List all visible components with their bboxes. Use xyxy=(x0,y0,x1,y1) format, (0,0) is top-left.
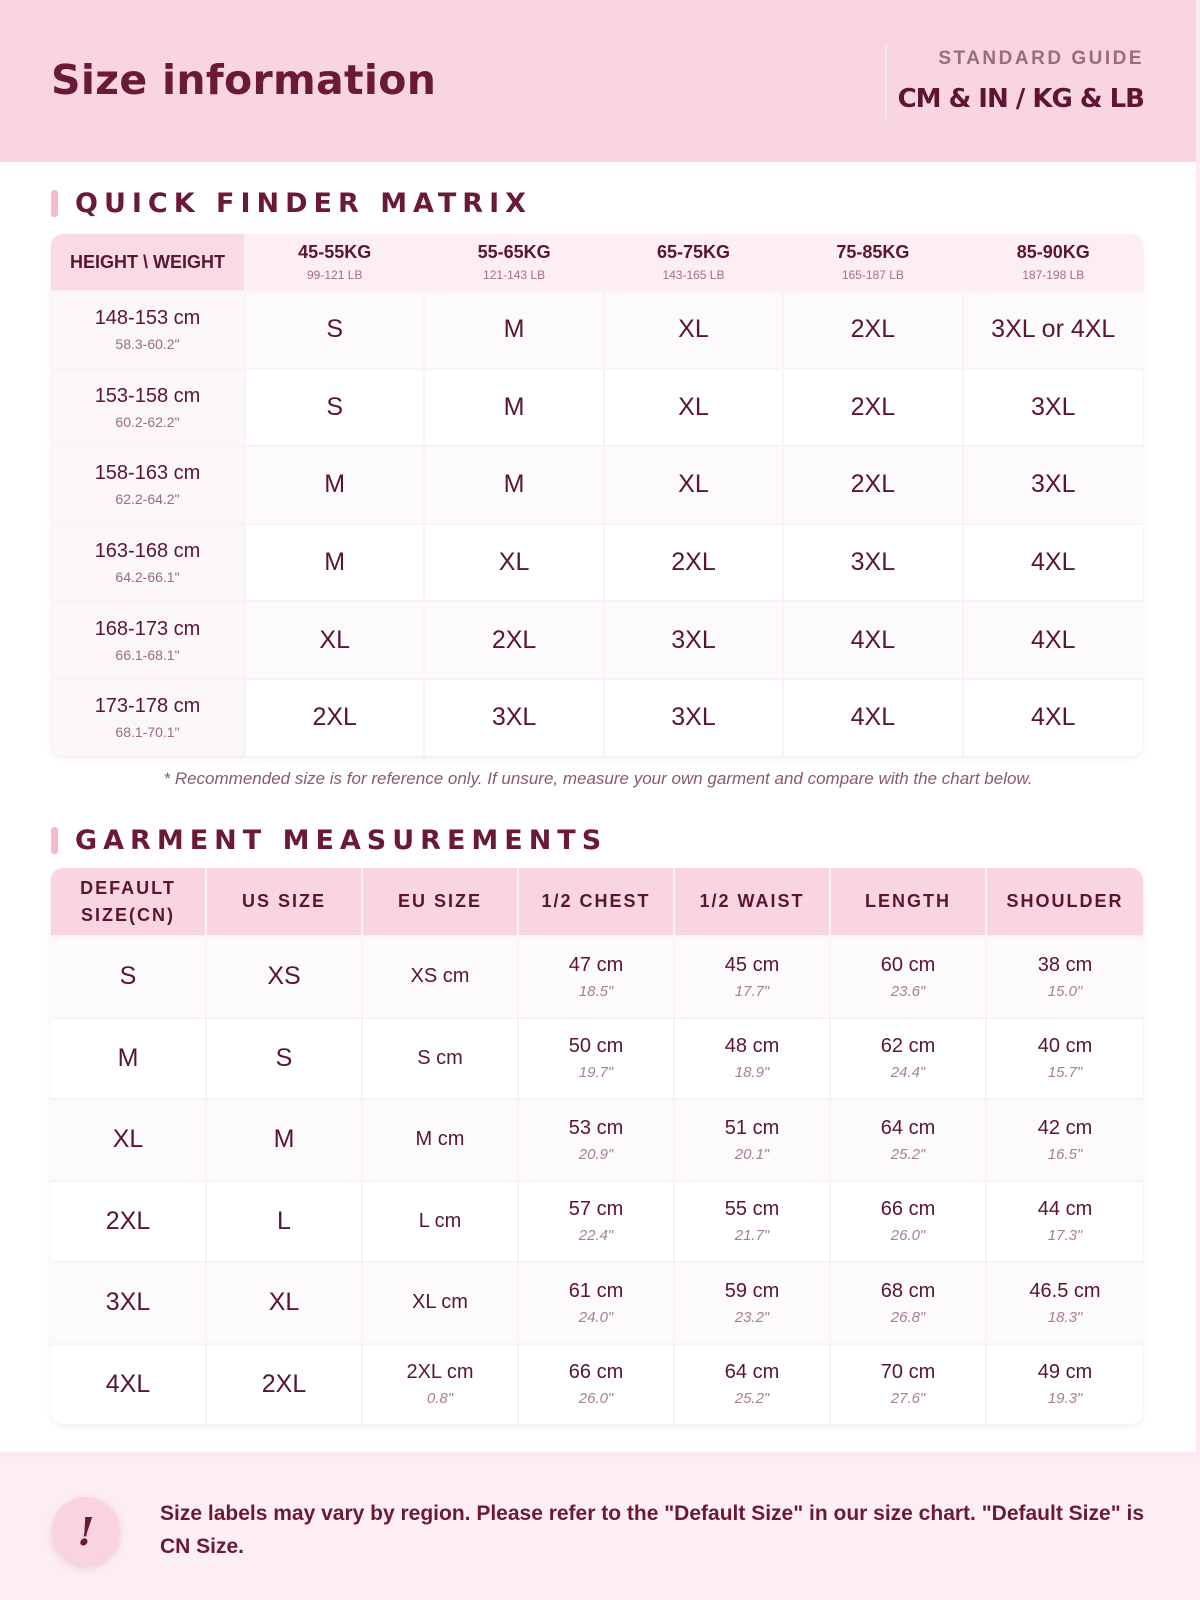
shoulder-value: 38 cm xyxy=(1037,953,1093,976)
half-chest-value: 57 cm xyxy=(568,1198,624,1221)
recommended-size: M xyxy=(503,315,525,344)
measurement-row xyxy=(51,1017,1143,1099)
size-cell xyxy=(964,292,1143,368)
us-size-value: S xyxy=(275,1043,293,1072)
guide-units: CM & IN / KG & LB xyxy=(897,84,1144,114)
us-size-value: M xyxy=(273,1125,295,1154)
us-size-cell xyxy=(207,937,363,1017)
column-header-text: US SIZE xyxy=(241,891,326,911)
length-value: 66 cm xyxy=(880,1198,936,1221)
column-header xyxy=(987,868,1143,935)
size-cell xyxy=(425,602,604,678)
recommended-size: S xyxy=(326,392,344,421)
weight-header xyxy=(425,234,604,290)
half-waist-inches: 23.2" xyxy=(734,1308,770,1326)
page-title: Size information xyxy=(51,56,437,104)
length-cell xyxy=(831,1019,987,1099)
size-cell xyxy=(425,370,604,446)
column-header xyxy=(831,868,987,935)
length-value: 60 cm xyxy=(880,953,936,976)
recommended-size: M xyxy=(324,470,346,499)
length-inches: 25.2" xyxy=(890,1145,926,1163)
eu-size-cell xyxy=(363,1345,519,1425)
size-cell xyxy=(605,525,784,601)
half-waist-inches: 18.9" xyxy=(734,1064,770,1082)
eu-size-value: M cm xyxy=(415,1128,465,1151)
recommended-size: M xyxy=(503,470,525,499)
half-chest-inches: 18.5" xyxy=(578,982,614,1000)
us-size-cell xyxy=(207,1100,363,1180)
eu-size-value: XS cm xyxy=(410,965,470,988)
recommended-size: 2XL xyxy=(850,315,896,344)
cn-size-cell xyxy=(51,937,207,1017)
recommended-size: 3XL xyxy=(671,625,716,654)
height-in: 66.1-68.1" xyxy=(115,646,180,663)
recommended-size: 2XL xyxy=(491,625,537,654)
matrix-row xyxy=(51,290,1143,368)
recommended-size: XL xyxy=(498,548,530,577)
cn-size-cell xyxy=(51,1019,207,1099)
weight-kg: 55-65KG xyxy=(477,242,551,262)
height-cm: 168-173 cm xyxy=(94,617,201,640)
length-cell xyxy=(831,1345,987,1425)
shoulder-inches: 17.3" xyxy=(1047,1227,1083,1245)
eu-size-cell xyxy=(363,1100,519,1180)
weight-lb: 165-187 LB xyxy=(841,268,904,282)
weight-lb: 187-198 LB xyxy=(1022,268,1085,282)
shoulder-inches: 15.7" xyxy=(1047,1064,1083,1082)
shoulder-value: 49 cm xyxy=(1037,1361,1093,1384)
cn-size-value: 3XL xyxy=(105,1288,151,1317)
half-waist-cell xyxy=(675,1263,831,1343)
length-cell xyxy=(831,1100,987,1180)
matrix-row xyxy=(51,445,1143,523)
weight-header xyxy=(605,234,784,290)
height-in: 64.2-66.1" xyxy=(115,569,180,586)
half-waist-cell xyxy=(675,1345,831,1425)
recommended-size: 2XL xyxy=(850,392,896,421)
measurements-body xyxy=(51,935,1143,1424)
size-cell xyxy=(784,525,963,601)
cn-size-value: S xyxy=(119,962,137,991)
length-value: 70 cm xyxy=(880,1361,936,1384)
weight-kg: 75-85KG xyxy=(836,242,910,262)
size-cell xyxy=(964,680,1143,756)
recommended-size: 2XL xyxy=(850,470,896,499)
column-header-text: 1/2 WAIST xyxy=(699,891,805,911)
recommended-size: M xyxy=(503,392,525,421)
reference-note: * Recommended size is for reference only. If unsure, measure your own garment and compare with the chart below. xyxy=(163,769,1033,788)
length-cell xyxy=(831,1182,987,1262)
footer-text: Size labels may vary by region. Please refer to the "Default Size" in our size chart. "Default Size" is CN Size. xyxy=(160,1502,1144,1558)
size-cell xyxy=(784,370,963,446)
size-cell xyxy=(964,370,1143,446)
half-waist-value: 64 cm xyxy=(724,1361,780,1384)
column-header xyxy=(51,868,207,935)
column-header-text: LENGTH xyxy=(865,891,951,911)
section-title-text: QUICK FINDER MATRIX xyxy=(75,187,532,219)
us-size-value: XS xyxy=(267,962,301,991)
half-chest-cell xyxy=(519,1263,675,1343)
size-cell xyxy=(784,292,963,368)
weight-header xyxy=(964,234,1143,290)
matrix-row xyxy=(51,600,1143,678)
size-cell xyxy=(246,525,425,601)
size-cell xyxy=(784,447,963,523)
recommended-size: 3XL or 4XL xyxy=(991,315,1116,344)
measurement-row xyxy=(51,935,1143,1017)
shoulder-value: 44 cm xyxy=(1037,1198,1093,1221)
recommended-size: 4XL xyxy=(1031,548,1076,577)
height-cm: 173-178 cm xyxy=(94,695,201,718)
shoulder-value: 40 cm xyxy=(1037,1035,1093,1058)
size-cell xyxy=(605,680,784,756)
recommended-size: 4XL xyxy=(1031,703,1076,732)
shoulder-inches: 15.0" xyxy=(1047,982,1083,1000)
half-chest-inches: 19.7" xyxy=(578,1064,614,1082)
half-waist-value: 45 cm xyxy=(724,953,780,976)
half-chest-cell xyxy=(519,937,675,1017)
size-cell xyxy=(246,447,425,523)
size-cell xyxy=(246,602,425,678)
section-marker xyxy=(51,190,58,217)
height-cm: 163-168 cm xyxy=(94,540,201,563)
half-waist-cell xyxy=(675,1100,831,1180)
us-size-cell xyxy=(207,1019,363,1099)
shoulder-inches: 16.5" xyxy=(1047,1145,1083,1163)
size-cell xyxy=(246,370,425,446)
height-in: 58.3-60.2" xyxy=(115,336,180,353)
cn-size-value: 4XL xyxy=(105,1369,151,1398)
quick-finder-matrix xyxy=(51,234,1143,756)
recommended-size: 4XL xyxy=(1031,625,1076,654)
weight-kg: 65-75KG xyxy=(656,242,730,262)
size-cell xyxy=(425,525,604,601)
half-chest-inches: 24.0" xyxy=(578,1308,614,1326)
measurement-row xyxy=(51,1343,1143,1425)
length-value: 62 cm xyxy=(880,1035,936,1058)
recommended-size: 2XL xyxy=(312,703,357,732)
cn-size-cell xyxy=(51,1263,207,1343)
size-cell xyxy=(964,525,1143,601)
half-chest-value: 66 cm xyxy=(568,1361,624,1384)
exclamation-icon: ! xyxy=(52,1497,120,1565)
matrix-body xyxy=(51,290,1143,756)
eu-size-value: XL cm xyxy=(412,1291,468,1314)
eu-size-cell xyxy=(363,1019,519,1099)
column-header-text: 1/2 CHEST xyxy=(541,891,651,911)
us-size-cell xyxy=(207,1182,363,1262)
column-header-text: DEFAULT xyxy=(80,877,176,898)
height-in: 60.2-62.2" xyxy=(115,413,180,430)
half-waist-inches: 21.7" xyxy=(734,1227,770,1245)
shoulder-value: 46.5 cm xyxy=(1029,1279,1101,1302)
half-chest-cell xyxy=(519,1100,675,1180)
recommended-size: 4XL xyxy=(850,703,896,732)
height-cell xyxy=(51,525,246,601)
half-chest-cell xyxy=(519,1019,675,1099)
shoulder-cell xyxy=(987,1100,1143,1180)
half-chest-cell xyxy=(519,1182,675,1262)
weight-kg: 45-55KG xyxy=(298,242,372,262)
length-inches: 26.0" xyxy=(890,1227,926,1245)
eu-size-cell xyxy=(363,1182,519,1262)
recommended-size: XL xyxy=(319,625,350,654)
header xyxy=(0,0,1196,162)
height-cell xyxy=(51,447,246,523)
half-chest-inches: 22.4" xyxy=(578,1227,614,1245)
eu-size-inches: 0.8" xyxy=(426,1390,454,1408)
size-cell xyxy=(784,602,963,678)
half-chest-inches: 26.0" xyxy=(578,1390,614,1408)
half-waist-cell xyxy=(675,1182,831,1262)
guide-label: STANDARD GUIDE xyxy=(938,48,1144,69)
column-header xyxy=(519,868,675,935)
recommended-size: S xyxy=(326,315,344,344)
recommended-size: XL xyxy=(678,470,709,499)
shoulder-cell xyxy=(987,1345,1143,1425)
length-cell xyxy=(831,937,987,1017)
half-chest-value: 50 cm xyxy=(568,1035,624,1058)
recommended-size: XL xyxy=(678,392,709,421)
cn-size-value: XL xyxy=(112,1125,144,1154)
length-inches: 23.6" xyxy=(890,982,926,1000)
height-cm: 158-163 cm xyxy=(94,462,201,485)
height-cell xyxy=(51,370,246,446)
shoulder-cell xyxy=(987,1182,1143,1262)
half-waist-inches: 17.7" xyxy=(734,982,770,1000)
half-waist-value: 55 cm xyxy=(724,1198,780,1221)
eu-size-cell xyxy=(363,1263,519,1343)
matrix-row xyxy=(51,523,1143,601)
us-size-cell xyxy=(207,1263,363,1343)
height-cm: 148-153 cm xyxy=(94,307,201,330)
measurements-header-row xyxy=(51,868,1143,935)
size-cell xyxy=(246,680,425,756)
recommended-size: 3XL xyxy=(1031,392,1076,421)
shoulder-cell xyxy=(987,1263,1143,1343)
cn-size-cell xyxy=(51,1182,207,1262)
matrix-header-row xyxy=(51,234,1143,290)
eu-size-value: 2XL cm xyxy=(406,1361,474,1384)
us-size-value: L xyxy=(277,1206,291,1235)
section-title-measurements xyxy=(51,825,607,855)
height-cell xyxy=(51,292,246,368)
height-cm: 153-158 cm xyxy=(94,384,201,407)
length-inches: 27.6" xyxy=(890,1390,926,1408)
us-size-value: 2XL xyxy=(261,1369,307,1398)
half-chest-value: 47 cm xyxy=(568,953,624,976)
half-chest-value: 53 cm xyxy=(568,1116,624,1139)
height-in: 68.1-70.1" xyxy=(115,724,180,741)
measurement-row xyxy=(51,1180,1143,1262)
height-cell xyxy=(51,680,246,756)
half-waist-cell xyxy=(675,937,831,1017)
garment-measurements-table xyxy=(51,868,1143,1424)
recommended-size: M xyxy=(324,548,346,577)
column-header xyxy=(363,868,519,935)
eu-size-value: S cm xyxy=(417,1046,463,1069)
half-waist-inches: 20.1" xyxy=(734,1145,770,1163)
measurement-row xyxy=(51,1261,1143,1343)
weight-lb: 121-143 LB xyxy=(483,268,546,282)
shoulder-inches: 18.3" xyxy=(1047,1308,1083,1326)
section-marker xyxy=(51,827,58,854)
half-waist-cell xyxy=(675,1019,831,1099)
recommended-size: XL xyxy=(678,315,709,344)
shoulder-cell xyxy=(987,937,1143,1017)
size-cell xyxy=(964,602,1143,678)
weight-kg: 85-90KG xyxy=(1016,242,1090,262)
size-cell xyxy=(425,680,604,756)
header-divider xyxy=(885,44,887,122)
recommended-size: 3XL xyxy=(491,703,537,732)
weight-lb: 143-165 LB xyxy=(662,268,725,282)
shoulder-inches: 19.3" xyxy=(1047,1390,1083,1408)
cn-size-value: M xyxy=(117,1043,139,1072)
size-cell xyxy=(605,602,784,678)
half-waist-value: 48 cm xyxy=(724,1035,780,1058)
cn-size-value: 2XL xyxy=(105,1206,151,1235)
length-inches: 26.8" xyxy=(890,1308,926,1326)
recommended-size: 3XL xyxy=(850,548,896,577)
size-cell xyxy=(964,447,1143,523)
cn-size-cell xyxy=(51,1345,207,1425)
column-header-text: SIZE(CN) xyxy=(81,904,175,925)
size-cell xyxy=(605,447,784,523)
half-waist-value: 59 cm xyxy=(724,1279,780,1302)
column-header-text: EU SIZE xyxy=(397,891,482,911)
length-cell xyxy=(831,1263,987,1343)
length-value: 64 cm xyxy=(880,1116,936,1139)
half-waist-inches: 25.2" xyxy=(734,1390,770,1408)
column-header xyxy=(207,868,363,935)
column-header xyxy=(675,868,831,935)
weight-header xyxy=(784,234,963,290)
eu-size-value: L cm xyxy=(418,1209,462,1232)
half-chest-value: 61 cm xyxy=(568,1279,624,1302)
size-cell xyxy=(425,447,604,523)
size-cell xyxy=(425,292,604,368)
size-cell xyxy=(246,292,425,368)
length-inches: 24.4" xyxy=(890,1064,926,1082)
column-header-text: SHOULDER xyxy=(1006,891,1124,911)
weight-lb: 99-121 LB xyxy=(307,268,363,282)
recommended-size: 3XL xyxy=(671,703,716,732)
eu-size-cell xyxy=(363,937,519,1017)
half-waist-value: 51 cm xyxy=(724,1116,780,1139)
us-size-cell xyxy=(207,1345,363,1425)
length-value: 68 cm xyxy=(880,1279,936,1302)
section-title-text: GARMENT MEASUREMENTS xyxy=(75,824,608,856)
size-cell xyxy=(605,292,784,368)
height-in: 62.2-64.2" xyxy=(115,491,180,508)
matrix-row xyxy=(51,368,1143,446)
us-size-value: XL xyxy=(268,1288,300,1317)
half-chest-cell xyxy=(519,1345,675,1425)
cn-size-cell xyxy=(51,1100,207,1180)
shoulder-cell xyxy=(987,1019,1143,1099)
recommended-size: 4XL xyxy=(850,625,896,654)
measurement-row xyxy=(51,1098,1143,1180)
recommended-size: 2XL xyxy=(671,548,716,577)
matrix-corner-label: HEIGHT \ WEIGHT xyxy=(51,234,246,290)
size-cell xyxy=(605,370,784,446)
height-cell xyxy=(51,602,246,678)
matrix-row xyxy=(51,678,1143,756)
recommended-size: 3XL xyxy=(1031,470,1076,499)
section-title-matrix xyxy=(51,188,532,218)
weight-header xyxy=(246,234,425,290)
size-cell xyxy=(784,680,963,756)
half-chest-inches: 20.9" xyxy=(578,1145,614,1163)
shoulder-value: 42 cm xyxy=(1037,1116,1093,1139)
